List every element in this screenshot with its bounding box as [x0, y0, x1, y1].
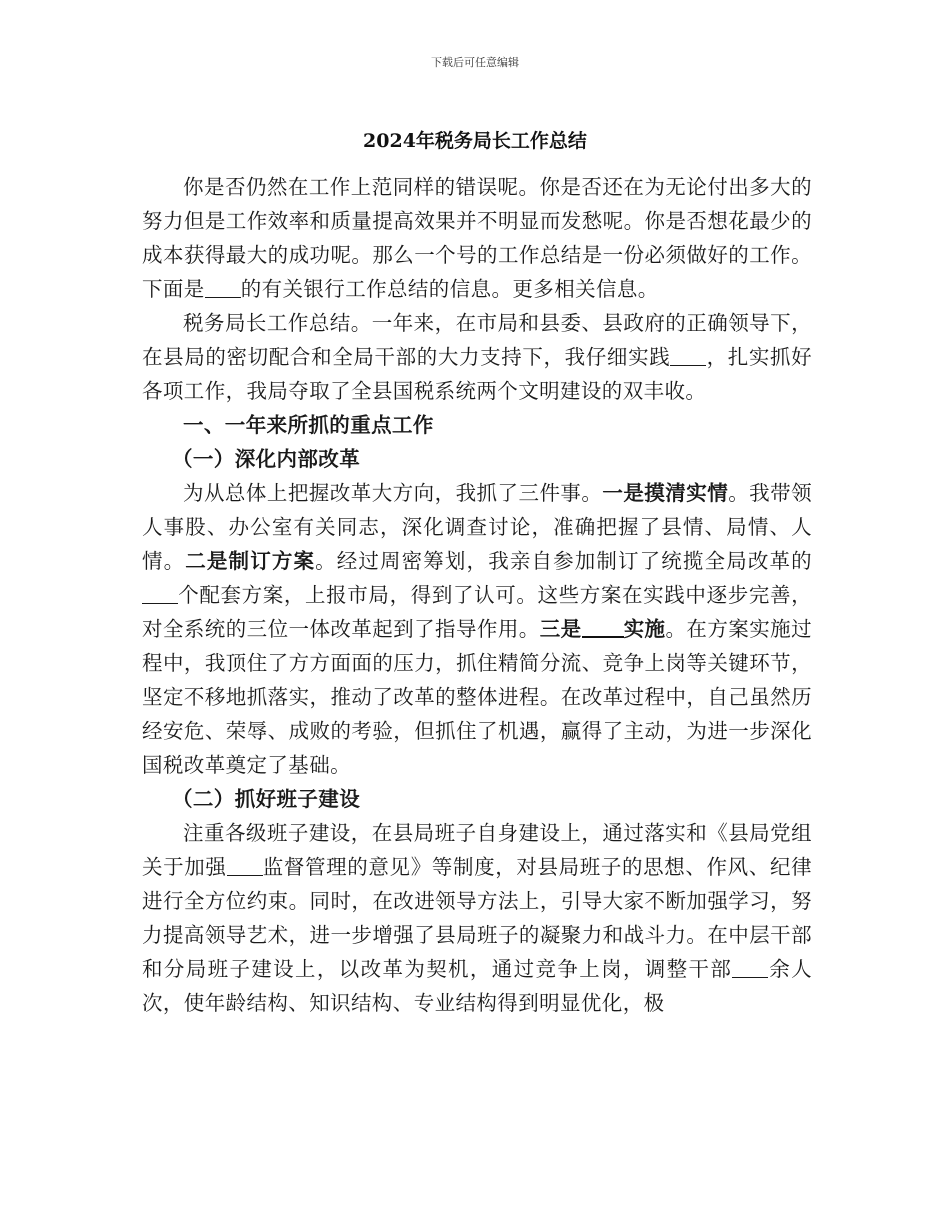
document-body — [142, 170, 812, 1020]
reform-point-1: 一是摸清实情 — [602, 481, 729, 505]
paragraph-intro-text-b: 的有关银行工作总结的信息。更多相关信息。 — [240, 277, 659, 301]
fill-in-blank — [142, 585, 178, 604]
paragraph-reform — [142, 476, 812, 782]
fill-in-blank — [227, 857, 263, 876]
paragraph-leadership — [142, 816, 812, 1020]
leadership-text-2: 监督管理的意见》等制度，对县局班子的思想、作风、纪律进行全方位约束。同时，在改进领导方法上，引导大家不断加强学习，努力提高领导艺术，进一步增强了县局班子的凝聚力和战斗力。在中层干部和分局班子建设上，以改革为契机，通过竞争上岗，调整干部 — [142, 855, 812, 981]
reform-point-3-prefix: 三是 — [539, 617, 582, 641]
reform-text-1: 为从总体上把握改革大方向，我抓了三件事。 — [183, 481, 603, 505]
reform-point-3-suffix: 实施 — [623, 617, 666, 641]
paragraph-summary-text-a: 税务局长工作总结。一年来，在市局和县委、县政府的正确领导下，在县局的密切配合和全局干部的大力支持下，我仔细实践 — [142, 311, 812, 369]
reform-text-2: 。我带领人事股、办公室有关同志，深化调查讨论，准确把握了县情、局情、人情。 — [142, 481, 812, 573]
reform-text-4: 个配套方案，上报市局，得到了认可。这些方案在实践中逐步完善，对全系统的三位一体改革起到了指导作用。 — [142, 583, 812, 641]
fill-in-blank — [582, 618, 624, 638]
paragraph-intro — [142, 170, 812, 306]
leadership-text-1: 注重各级班子建设，在县局班子自身建设上，通过落实和《县局党组关于加强 — [142, 821, 812, 879]
reform-point-2: 二是制订方案 — [185, 549, 316, 573]
document-title: 2024年税务局长工作总结 — [363, 130, 587, 152]
fill-in-blank — [670, 347, 706, 366]
section-heading-key-work: 一、一年来所抓的重点工作 — [183, 413, 434, 437]
leadership-text-3: 余人次，使年龄结构、知识结构、专业结构得到明显优化，极 — [142, 957, 812, 1015]
paragraph-summary-text-b: ，扎实抓好各项工作，我局夺取了全县国税系统两个文明建设的双丰收。 — [142, 345, 813, 403]
subsection-heading-reform: （一）深化内部改革 — [172, 447, 361, 471]
reform-text-5: 。在方案实施过程中，我顶住了方方面面的压力，抓住精简分流、竞争上岗等关键环节，坚定不移地抓落实，推动了改革的整体进程。在改革过程中，自己虽然历经安危、荣辱、成败的考验，但抓住了机遇，赢得了主动，为进一步深化国税改革奠定了基础。 — [142, 617, 812, 777]
paragraph-intro-text-a: 你是否仍然在工作上范同样的错误呢。你是否还在为无论付出多大的努力但是工作效率和质量提高效果并不明显而发愁呢。你是否想花最少的成本获得最大的成功呢。那么一个号的工作总结是一份必须做好的工作。下面是 — [142, 175, 812, 301]
paragraph-summary — [142, 306, 812, 408]
fill-in-blank — [732, 959, 768, 978]
fill-in-blank — [205, 279, 241, 298]
reform-text-3: 。经过周密筹划，我亲自参加制订了统揽全局改革的 — [315, 549, 812, 573]
header-note: 下载后可任意编辑 — [431, 56, 519, 69]
subsection-heading-leadership: （二）抓好班子建设 — [172, 787, 361, 811]
